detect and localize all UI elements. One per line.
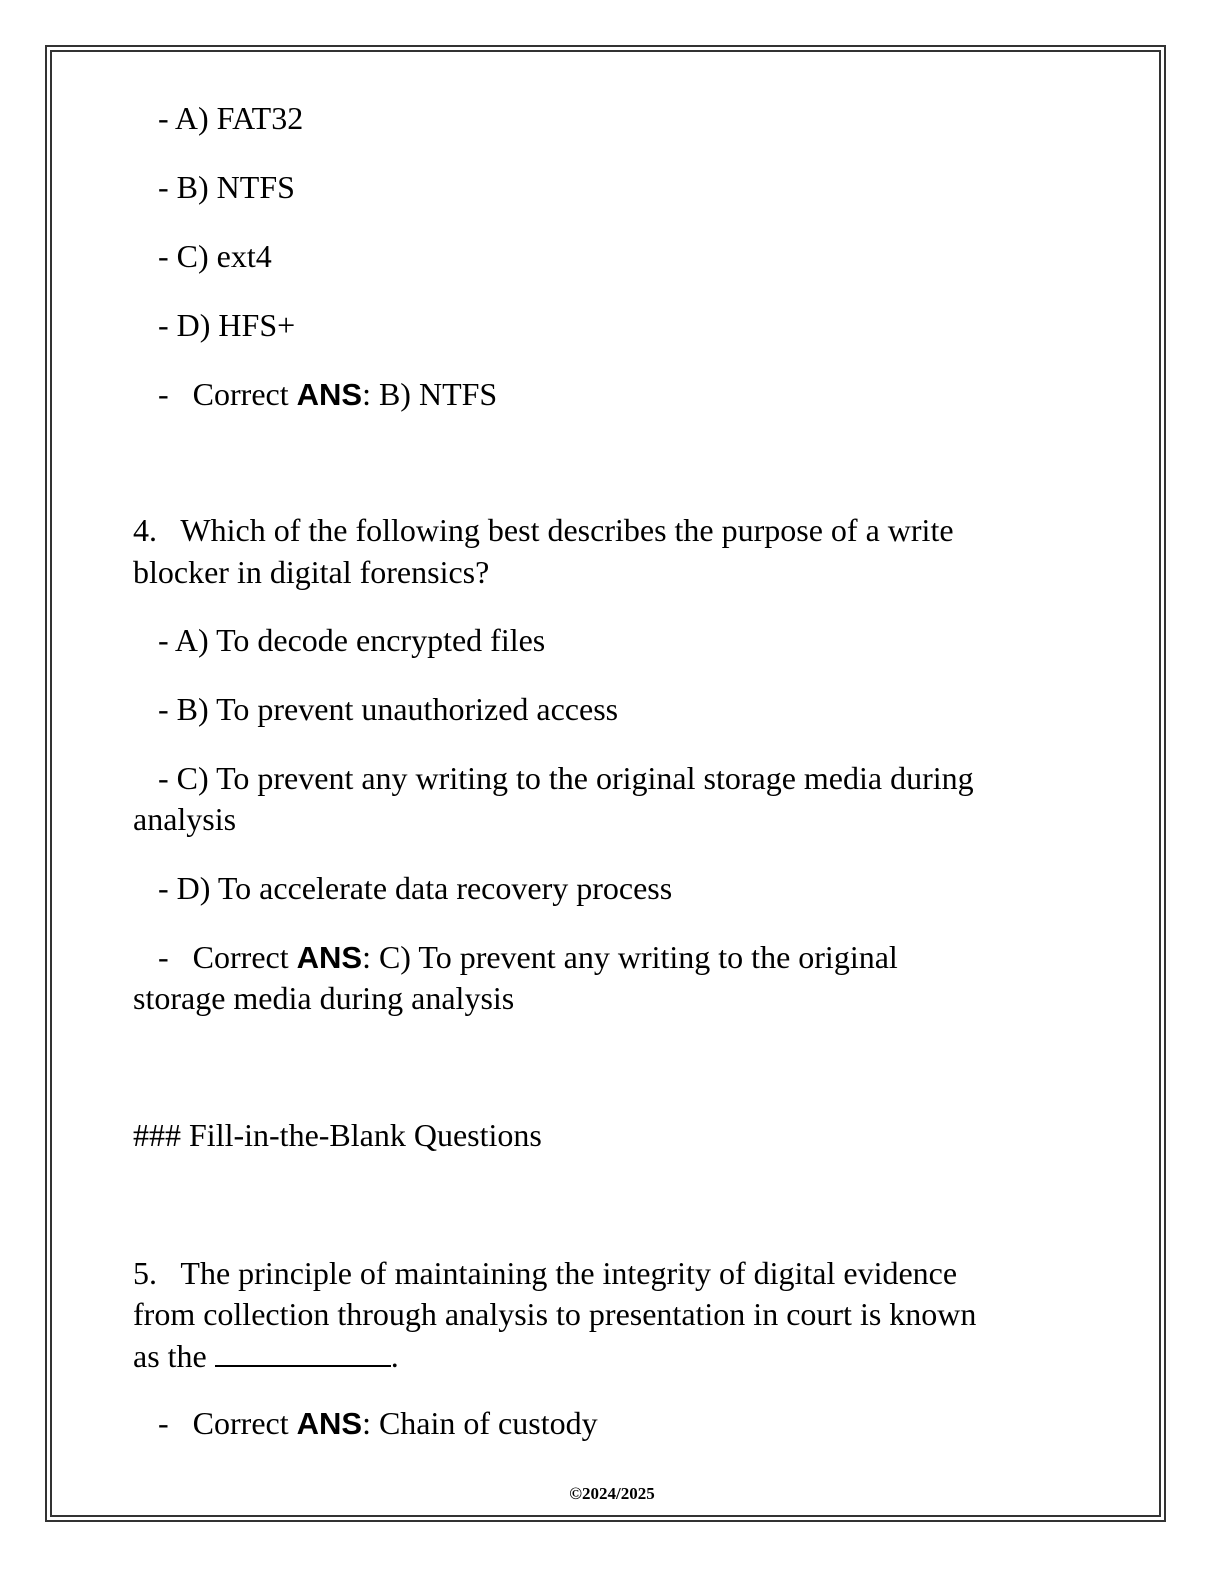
fill-in-blank xyxy=(215,1335,391,1367)
answer-prefix: - Correct xyxy=(158,939,297,975)
q4-option-c-line1: - C) To prevent any writing to the original storage media during xyxy=(158,760,974,796)
q5-question-line2: from collection through analysis to presentation in court is known xyxy=(133,1296,977,1332)
q5-answer xyxy=(158,1403,598,1444)
q3-option-c: - C) ext4 xyxy=(158,238,272,274)
section-heading: ### Fill-in-the-Blank Questions xyxy=(133,1117,542,1153)
answer-text: : B) NTFS xyxy=(362,376,498,412)
q3-option-a: - A) FAT32 xyxy=(158,100,304,136)
q4-question-line1: 4. Which of the following best describes the purpose of a write xyxy=(133,512,954,548)
ans-label: ANS xyxy=(296,377,363,412)
answer-text: : C) To prevent any writing to the original xyxy=(362,939,898,975)
q3-answer xyxy=(158,374,497,415)
answer-prefix: - Correct xyxy=(158,1405,297,1441)
q4-option-b: - B) To prevent unauthorized access xyxy=(158,691,619,727)
q4-answer-line1 xyxy=(158,937,898,978)
answer-text: : Chain of custody xyxy=(362,1405,598,1441)
ans-label: ANS xyxy=(296,1406,363,1441)
q4-question-line2: blocker in digital forensics? xyxy=(133,554,490,590)
q4-answer-line2: storage media during analysis xyxy=(133,980,515,1016)
ans-label: ANS xyxy=(296,940,363,975)
q4-option-c-line2: analysis xyxy=(133,801,237,837)
q4-option-d: - D) To accelerate data recovery process xyxy=(158,870,673,906)
q5-question-line3 xyxy=(133,1335,399,1376)
q5-line3-end: . xyxy=(390,1338,399,1374)
page-footer-copyright: ©2024/2025 xyxy=(569,1484,655,1503)
q5-question-line1: 5. The principle of maintaining the integrity of digital evidence xyxy=(133,1255,958,1291)
q5-line3-start: as the xyxy=(133,1338,215,1374)
answer-prefix: - Correct xyxy=(158,376,297,412)
q3-option-b: - B) NTFS xyxy=(158,169,295,205)
q3-option-d: - D) HFS+ xyxy=(158,307,296,343)
q4-option-a: - A) To decode encrypted files xyxy=(158,622,546,658)
